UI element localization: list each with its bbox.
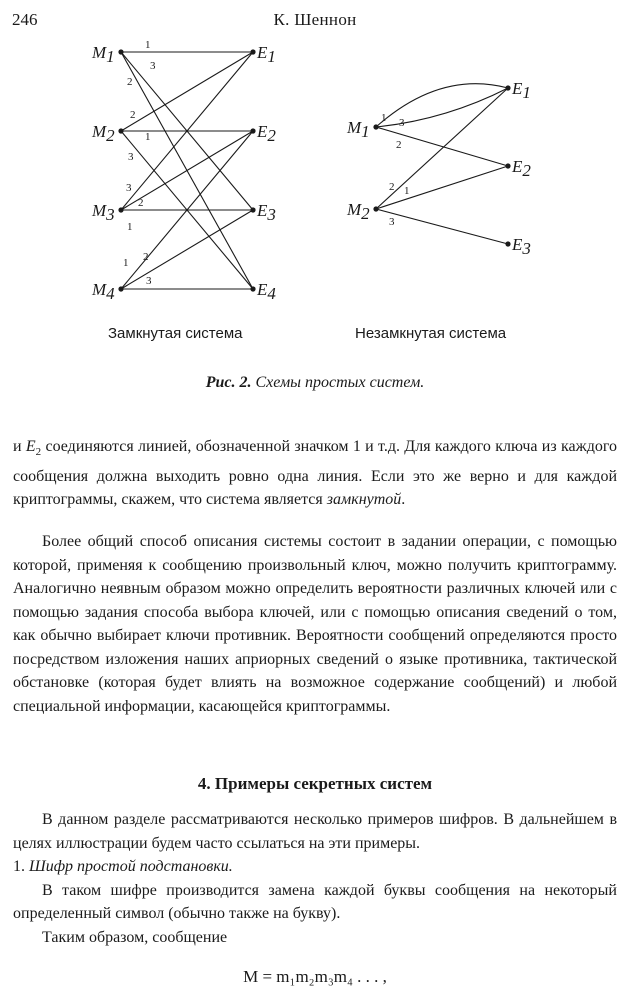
closed-edge-key-4: 2 (130, 109, 136, 121)
closed-cryptogram-4-label: E4 (257, 280, 276, 303)
open-edge-6 (376, 209, 508, 244)
closed-edge-key-9: 1 (127, 221, 133, 233)
closed-cryptogram-3-dot (250, 207, 255, 212)
closed-cryptogram-4-dot (250, 286, 255, 291)
closed-edge-key-2: 3 (150, 60, 156, 72)
open-edge-key-1: 1 (381, 112, 387, 124)
lead-in: Таким образом, сообщение (42, 928, 228, 946)
open-cryptogram-1-label: E1 (512, 79, 531, 102)
closed-message-4-dot (118, 286, 123, 291)
closed-edge-key-6: 3 (128, 151, 134, 163)
figure-caption (0, 374, 630, 392)
closed-edge-11 (121, 210, 253, 289)
open-edge-key-6: 3 (389, 216, 395, 228)
open-system-caption: Незамкнутая система (355, 325, 507, 342)
closed-edge-key-7: 3 (126, 182, 132, 194)
item-text: В таком шифре производится замена каждой буквы сообщения на некоторый определенный символ (обычно также на букву). (13, 881, 617, 922)
figure-caption-text: Схемы простых систем. (255, 374, 425, 391)
section-intro: В данном разделе рассматриваются несколько примеров шифров. В дальнейшем в целях иллюстрации будем часто ссылаться на эти примеры. (13, 811, 617, 852)
para1-end: . (401, 491, 406, 509)
closed-message-3-label: M3 (92, 201, 115, 224)
closed-edge-key-12: 3 (146, 275, 152, 287)
closed-edge-key-11: 2 (143, 251, 149, 263)
closed-message-1-label: M1 (92, 43, 115, 66)
closed-message-4-label: M4 (92, 280, 115, 303)
item-title: Шифр простой подстановки. (29, 858, 233, 875)
open-cryptogram-2-label: E2 (512, 157, 531, 180)
page-number: 246 (12, 10, 38, 29)
closed-cryptogram-2-dot (250, 128, 255, 133)
closed-system-caption: Замкнутая система (108, 325, 243, 342)
closed-message-3-dot (118, 207, 123, 212)
e-symbol: E (25, 438, 36, 455)
open-edge-key-3: 2 (396, 139, 402, 151)
paragraph-1 (13, 435, 617, 512)
section-body (13, 808, 617, 949)
open-edge-2 (376, 88, 508, 127)
formula: M = m₁m₂m₃m₄ . . . , (243, 967, 387, 986)
figure-diagrams (0, 0, 630, 360)
para1-body: соединяются линией, обозначенной значком 1 и т.д. Для каждого ключа из каждого сообщения должна выходить ровно одна линия. Если это же верно и для каждой криптограммы, скажем, что система является (13, 438, 617, 509)
open-edge-key-5: 1 (404, 185, 410, 197)
closed-edge-key-10: 1 (123, 257, 129, 269)
para2-body: Более общий способ описания системы состоит в задании операции, с помощью которой, применяя к сообщению произвольный ключ, можно получить криптограмму. Аналогично неявным образом можно определить вероятности различных ключей или с помощью задания способа выбора ключей, или с помощью описания сведений о том, как обычно выбирает ключи противник. Вероятности сообщений определяются просто посредством изложения наших априорных сведений о языке противника, тактической обстановке (которая будет влиять на возможное содержание сообщений) и любой специальной информации, касающейся криптограммы. (13, 533, 617, 715)
open-edge-5 (376, 166, 508, 209)
running-head: К. Шеннон (273, 10, 357, 29)
open-message-2-label: M2 (347, 200, 370, 223)
closed-cryptogram-1-dot (250, 49, 255, 54)
term-closed: замкнутой (326, 491, 402, 509)
open-edge-1 (376, 84, 508, 127)
open-message-1-label: M1 (347, 118, 370, 141)
closed-cryptogram-2-label: E2 (257, 122, 276, 145)
closed-edge-4 (121, 52, 253, 131)
closed-system-diagram (91, 39, 276, 303)
e-subscript: 2 (35, 446, 42, 459)
closed-cryptogram-1-label: E1 (257, 43, 276, 66)
paragraph-2 (13, 530, 617, 718)
open-cryptogram-2-dot (505, 163, 510, 168)
open-edge-key-4: 2 (389, 181, 395, 193)
closed-edge-key-3: 2 (127, 76, 133, 88)
closed-edge-key-1: 1 (145, 39, 151, 51)
closed-message-1-dot (118, 49, 123, 54)
open-system-diagram (346, 79, 531, 258)
figure-caption-label: Рис. 2. (205, 374, 252, 391)
item-number: 1. (13, 858, 25, 875)
open-edge-key-2: 3 (399, 117, 405, 129)
closed-message-2-label: M2 (92, 122, 115, 145)
open-cryptogram-3-label: E3 (512, 235, 531, 258)
para1-lead: и (13, 438, 26, 455)
closed-edge-key-8: 2 (138, 197, 144, 209)
open-cryptogram-3-dot (505, 241, 510, 246)
section-heading: 4. Примеры секретных систем (197, 774, 433, 793)
open-message-2-dot (373, 206, 378, 211)
open-message-1-dot (373, 124, 378, 129)
open-cryptogram-1-dot (505, 85, 510, 90)
closed-message-2-dot (118, 128, 123, 133)
closed-cryptogram-3-label: E3 (257, 201, 276, 224)
closed-edge-key-5: 1 (145, 131, 151, 143)
